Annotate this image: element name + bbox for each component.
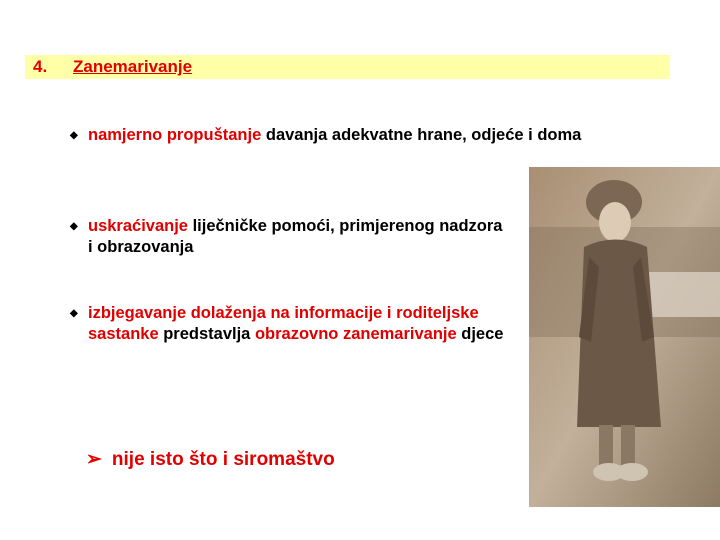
bullet-item-neglect-provision [70,125,630,146]
bullet-text: davanja adekvatne hrane, odjeće i doma [261,126,582,144]
bullet-highlight: izbjegavanje dolaženja na informacije i roditeljske sastanke [88,304,479,343]
bullet-text-2: djece [456,325,504,343]
bullet-icon: ◆ [70,130,78,141]
bullet-text: predstavlja [158,325,255,343]
page-title: Zanemarivanje [73,57,193,76]
child-photo-illustration [529,167,720,507]
bullet-icon: ◆ [70,308,78,319]
note-text: nije isto što i siromaštvo [111,449,335,470]
title-bar [25,55,670,79]
note-line [86,448,335,471]
bullet-text: liječničke pomoći, primjerenog nadzora i obrazovanja [88,217,503,256]
arrow-bullet-icon: ➢ [86,449,102,470]
bullet-item-educational-neglect [70,303,510,345]
child-photo [529,167,720,507]
bullet-highlight-2: obrazovno zanemarivanje [254,325,457,343]
bullet-item-deprivation [70,216,510,258]
bullet-highlight: uskraćivanje [88,217,188,235]
title-number: 4. [33,57,48,76]
bullet-icon: ◆ [70,221,78,232]
bullet-highlight: namjerno propuštanje [88,126,262,144]
